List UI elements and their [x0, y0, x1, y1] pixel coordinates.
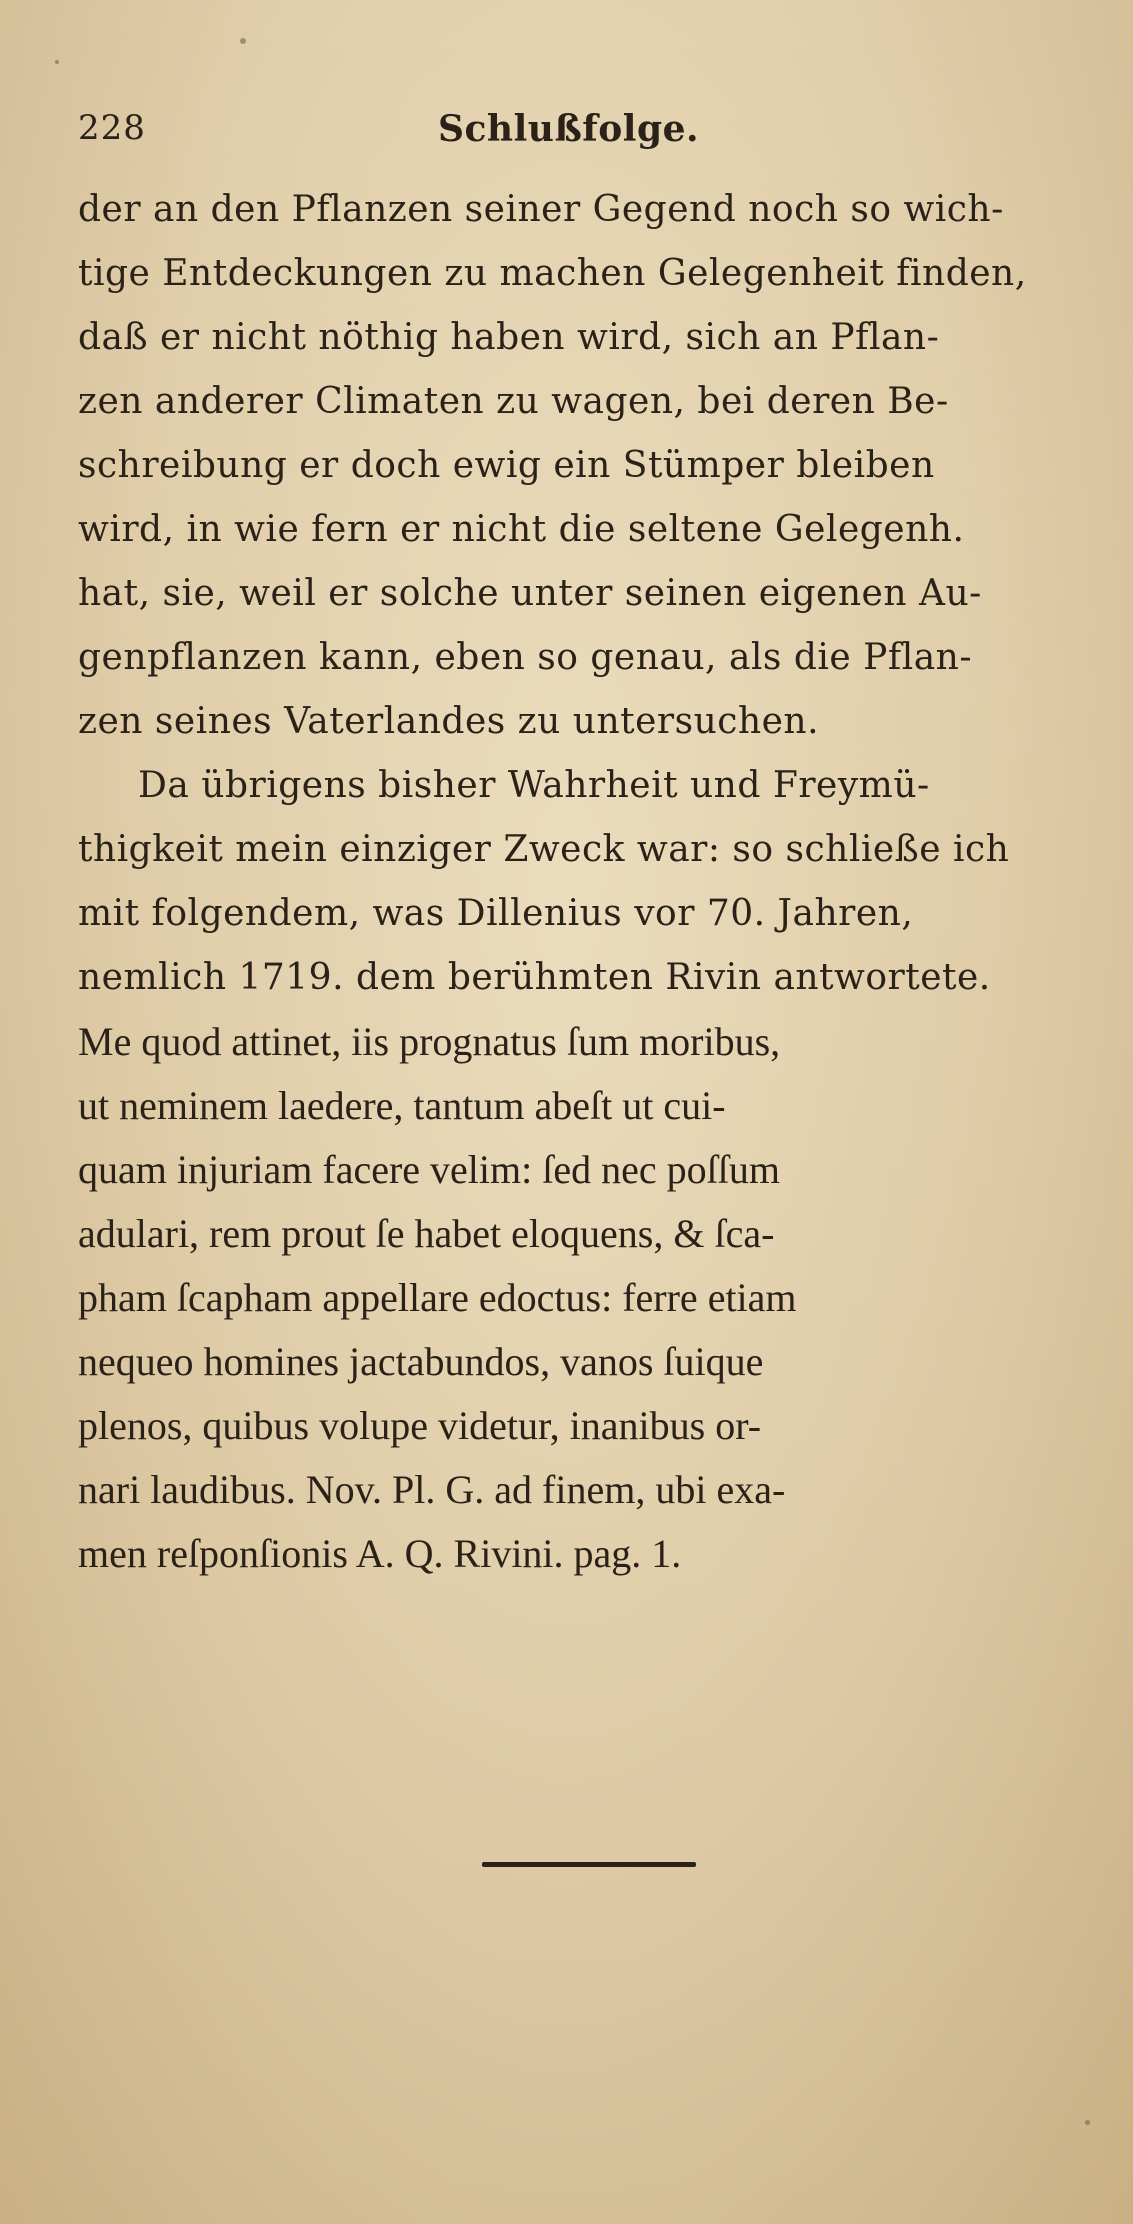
- closing-rule: [482, 1862, 696, 1867]
- text-line: thigkeit mein einziger Zweck war: so schließe ich: [78, 829, 1010, 870]
- ink-speck: [55, 60, 59, 64]
- latin-line: Me quod attinet, iis prognatus ſum moribus,: [78, 1019, 781, 1064]
- ink-speck: [240, 38, 246, 44]
- page-number: 228: [78, 108, 146, 148]
- page-header: [78, 108, 1058, 168]
- text-line: hat, sie, weil er solche unter seinen eigenen Au-: [78, 573, 982, 614]
- latin-line: ut neminem laedere, tantum abeſt ut cui-: [78, 1083, 726, 1128]
- text-block: [78, 178, 1088, 1586]
- text-line: Da übrigens bisher Wahrheit und Freymü-: [138, 765, 930, 806]
- text-line: nemlich 1719. dem berühmten Rivin antwortete.: [78, 957, 991, 998]
- latin-line: nari laudibus. Nov. Pl. G. ad finem, ubi exa-: [78, 1467, 786, 1512]
- text-line: mit folgendem, was Dillenius vor 70. Jahren,: [78, 893, 914, 934]
- latin-line: men reſponſionis A. Q. Rivini. pag. 1.: [78, 1531, 682, 1576]
- text-line: daß er nicht nöthig haben wird, sich an Pflan-: [78, 317, 940, 358]
- latin-line: quam injuriam facere velim: ſed nec poſſum: [78, 1147, 780, 1192]
- text-line: tige Entdeckungen zu machen Gelegenheit finden,: [78, 253, 1027, 294]
- text-line: der an den Pflanzen seiner Gegend noch so wich-: [78, 189, 1004, 230]
- latin-line: nequeo homines jactabundos, vanos ſuique: [78, 1339, 764, 1384]
- text-line: zen seines Vaterlandes zu untersuchen.: [78, 701, 820, 742]
- running-head: Schlußfolge.: [438, 108, 700, 150]
- ink-speck: [1085, 2120, 1090, 2125]
- text-line: schreibung er doch ewig ein Stümper bleiben: [78, 445, 935, 486]
- text-line: genpflanzen kann, eben so genau, als die Pflan-: [78, 637, 973, 678]
- latin-line: plenos, quibus volupe videtur, inanibus or-: [78, 1403, 762, 1448]
- latin-line: pham ſcapham appellare edoctus: ferre etiam: [78, 1275, 797, 1320]
- text-line: zen anderer Climaten zu wagen, bei deren Be-: [78, 381, 949, 422]
- latin-line: adulari, rem prout ſe habet eloquens, & ſca-: [78, 1211, 775, 1256]
- text-line: wird, in wie fern er nicht die seltene Gelegenh.: [78, 509, 965, 550]
